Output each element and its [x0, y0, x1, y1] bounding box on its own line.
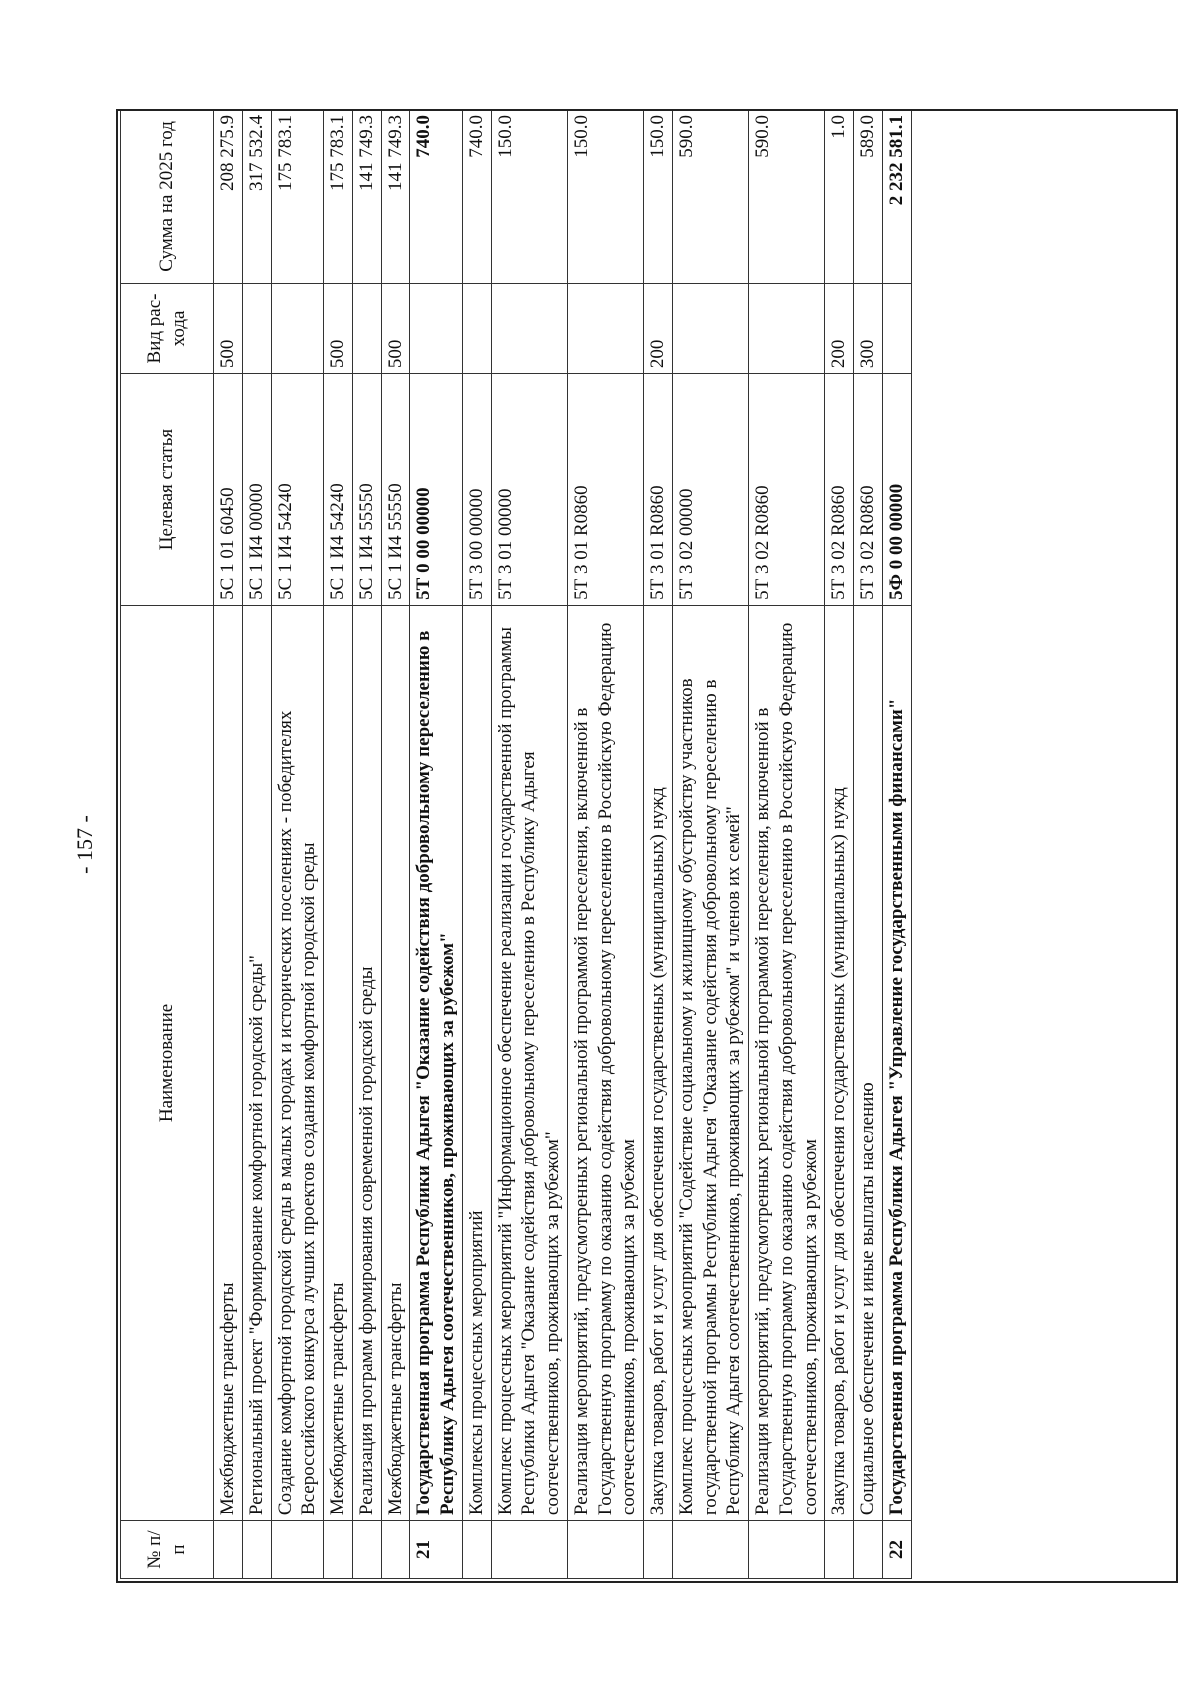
cell-sum: 150.0 [491, 110, 567, 284]
cell-name: Региональный проект "Формирование комфортной городской среды" [242, 605, 271, 1520]
table-row [672, 110, 748, 1579]
cell-name: Государственная программа Республики Адыгея "Управление государственными финансами" [882, 605, 911, 1520]
cell-kind: 200 [644, 283, 673, 373]
cell-kind [491, 283, 567, 373]
cell-sum: 1.0 [825, 110, 854, 284]
cell-sum: 590.0 [672, 110, 748, 284]
cell-code: 5С 1 И4 55550 [381, 374, 410, 606]
cell-name: Межбюджетные трансферты [324, 605, 353, 1520]
cell-sum: 175 783.1 [271, 110, 324, 284]
cell-sum: 150.0 [567, 110, 643, 284]
table-row [410, 110, 463, 1579]
cell-sum: 317 532.4 [242, 110, 271, 284]
column-header-code: Целевая статья [121, 374, 214, 606]
cell-num [214, 1521, 243, 1579]
table-row [214, 110, 243, 1579]
cell-code: 5Ф 0 00 00000 [882, 374, 911, 606]
column-header-sum: Сумма на 2025 год [121, 110, 214, 284]
cell-sum: 589.0 [854, 110, 883, 284]
cell-num [462, 1521, 491, 1579]
cell-num: 22 [882, 1521, 911, 1579]
cell-num [491, 1521, 567, 1579]
cell-name: Создание комфортной городской среды в малых городах и исторических поселениях - победителях Всероссийского конкурса лучших проектов создания комфортной городской среды [271, 605, 324, 1520]
cell-sum: 590.0 [749, 110, 825, 284]
cell-code: 5Т 3 01 R0860 [567, 374, 643, 606]
cell-code: 5Т 3 02 R0860 [825, 374, 854, 606]
table-row [352, 110, 381, 1579]
table-row [271, 110, 324, 1579]
cell-code: 5Т 3 01 R0860 [644, 374, 673, 606]
cell-sum: 141 749.3 [381, 110, 410, 284]
cell-num [271, 1521, 324, 1579]
table-body [214, 110, 912, 1579]
table-row [749, 110, 825, 1579]
cell-code: 5С 1 И4 00000 [242, 374, 271, 606]
cell-kind [242, 283, 271, 373]
table-row [854, 110, 883, 1579]
cell-kind [462, 283, 491, 373]
cell-num [749, 1521, 825, 1579]
cell-code: 5Т 3 00 00000 [462, 374, 491, 606]
column-header-kind: Вид рас- хода [121, 283, 214, 373]
cell-name: Комплекс процессных мероприятий "Содействие социальному и жилищному обустройству участников государственной программы Республики Адыгея "Оказание содействия добровольному переселению в Республику Адыгея соотечественников, проживающих за рубежом" и членов их семей" [672, 605, 748, 1520]
cell-code: 5Т 0 00 00000 [410, 374, 463, 606]
table-row [644, 110, 673, 1579]
cell-num [825, 1521, 854, 1579]
cell-name: Закупка товаров, работ и услуг для обеспечения государственных (муниципальных) нужд [644, 605, 673, 1520]
table-row [324, 110, 353, 1579]
cell-kind: 200 [825, 283, 854, 373]
cell-sum: 208 275.9 [214, 110, 243, 284]
table-row [491, 110, 567, 1579]
table-row [242, 110, 271, 1579]
cell-num [567, 1521, 643, 1579]
cell-kind: 500 [381, 283, 410, 373]
cell-name: Межбюджетные трансферты [381, 605, 410, 1520]
page-number: - 157 - [72, 815, 97, 874]
cell-kind: 300 [854, 283, 883, 373]
table-header-row [121, 110, 214, 1579]
cell-num [324, 1521, 353, 1579]
table-row [567, 110, 643, 1579]
column-header-name: Наименование [121, 605, 214, 1520]
table-row [882, 110, 911, 1579]
cell-num [381, 1521, 410, 1579]
cell-sum: 141 749.3 [352, 110, 381, 284]
cell-num [854, 1521, 883, 1579]
cell-code: 5С 1 01 60450 [214, 374, 243, 606]
cell-name: Реализация мероприятий, предусмотренных региональной программой переселения, включенной в Государственную программу по оказанию содействия добровольному переселению в Российскую Федерацию соотечественников, проживающих за рубежом [567, 605, 643, 1520]
cell-code: 5Т 3 02 R0860 [854, 374, 883, 606]
cell-kind [352, 283, 381, 373]
cell-kind: 500 [324, 283, 353, 373]
budget-table [120, 109, 912, 1579]
cell-code: 5С 1 И4 54240 [271, 374, 324, 606]
cell-name: Социальное обеспечение и иные выплаты населению [854, 605, 883, 1520]
cell-code: 5Т 3 01 00000 [491, 374, 567, 606]
cell-kind: 500 [214, 283, 243, 373]
cell-code: 5С 1 И4 54240 [324, 374, 353, 606]
cell-kind [882, 283, 911, 373]
cell-code: 5Т 3 02 00000 [672, 374, 748, 606]
cell-code: 5С 1 И4 55550 [352, 374, 381, 606]
table-row [381, 110, 410, 1579]
cell-sum: 2 232 581.1 [882, 110, 911, 284]
cell-sum: 150.0 [644, 110, 673, 284]
cell-kind [410, 283, 463, 373]
cell-num [672, 1521, 748, 1579]
cell-sum: 740.0 [410, 110, 463, 284]
cell-name: Государственная программа Республики Адыгея "Оказание содействия добровольному переселению в Республику Адыгея соотечественников, проживающих за рубежом" [410, 605, 463, 1520]
cell-num: 21 [410, 1521, 463, 1579]
cell-kind [749, 283, 825, 373]
cell-num [352, 1521, 381, 1579]
cell-kind [672, 283, 748, 373]
cell-sum: 175 783.1 [324, 110, 353, 284]
cell-name: Реализация мероприятий, предусмотренных региональной программой переселения, включенной в Государственную программу по оказанию содействия добровольному переселению в Российскую Федерацию соотечественников, проживающих за рубежом [749, 605, 825, 1520]
cell-name: Межбюджетные трансферты [214, 605, 243, 1520]
cell-code: 5Т 3 02 R0860 [749, 374, 825, 606]
cell-num [242, 1521, 271, 1579]
column-header-num: № п/п [121, 1521, 214, 1579]
table-row [825, 110, 854, 1579]
cell-name: Комплексы процессных мероприятий [462, 605, 491, 1520]
cell-sum: 740.0 [462, 110, 491, 284]
cell-name: Реализация программ формирования современной городской среды [352, 605, 381, 1520]
cell-name: Комплекс процессных мероприятий "Информационное обеспечение реализации государственной программы Республики Адыгея "Оказание содействия добровольному переселению в Республику Адыгея соотечественников, проживающих за рубежом" [491, 605, 567, 1520]
cell-kind [271, 283, 324, 373]
cell-name: Закупка товаров, работ и услуг для обеспечения государственных (муниципальных) нужд [825, 605, 854, 1520]
cell-num [644, 1521, 673, 1579]
table-row [462, 110, 491, 1579]
cell-kind [567, 283, 643, 373]
